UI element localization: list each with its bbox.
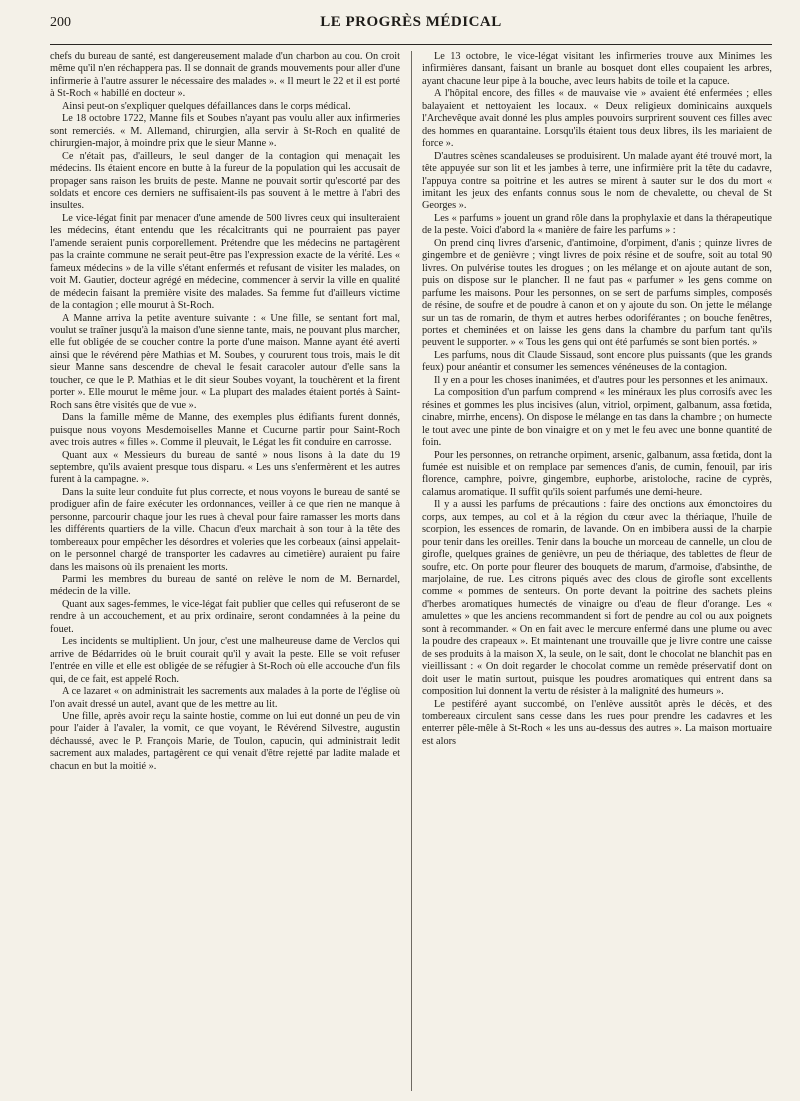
column-divider (411, 51, 412, 1091)
paragraph: Les « parfums » jouent un grand rôle dans la prophylaxie et dans la thérapeutique de la peste. Voici d'abord la « manière de faire les parfums » : (422, 212, 772, 237)
running-title: LE PROGRÈS MÉDICAL (320, 14, 502, 30)
paragraph: Quant aux sages-femmes, le vice-légat fait publier que celles qui refuseront de se rendre à un accouchement, et au prix ordinaire, seront condamnées à la peine du fouet. (50, 598, 400, 635)
paragraph: Le vice-légat finit par menacer d'une amende de 500 livres ceux qui insulteraient les médecins, étant entendu que les récalcitrants qui ne pourraient pas payer l'amende seraient punis corporellement. Prétendre que les médecins ne partagèrent pas la crainte commune ne serait peut-être pas l'expression exacte de la vérité. Les « fameux médecins » de la ville s'étant enfermés et refusant de visiter les malades, on voit M. Gautier, docteur agrégé en médecine, commencer à servir la ville en qualité de médecin faisant la première visite des malades. Sa femme fut d'ailleurs victime de la contagion ; elle mourut à St-Roch. (50, 212, 400, 312)
paragraph: Les incidents se multiplient. Un jour, c'est une malheureuse dame de Verclos qui arrive de Bédarrides où le bruit courait qu'il y avait la peste. Elle se voit refuser l'entrée en ville et elle est obligée de se réfugier à St-Roch où elle accouche d'un fils qui, de ce fait, est appelé Roch. (50, 636, 400, 685)
paragraph: Dans la famille même de Manne, des exemples plus édifiants furent donnés, puisque nous voyons Mesdemoiselles Manne et Cucurne partir pour Saint-Roch avec trois autres « filles ». Comme il pleuvait, le Légat les fit conduire en carrosse. (50, 412, 400, 449)
right-column (422, 51, 772, 1091)
paragraph: chefs du bureau de santé, est dangereusement malade d'un charbon au cou. On croit même qu'il n'en réchappera pas. Il se donnait de grands mouvements pour aller d'une infirmerie à l'autre assurer le nécessaire des malades ». « Il meurt le 22 et il est porté à St-Roch « habillé en docteur ». (50, 51, 400, 100)
page-number: 200 (50, 15, 71, 30)
paragraph: D'autres scènes scandaleuses se produisirent. Un malade ayant été trouvé mort, la tête appuyée sur son lit et les jambes à terre, une infirmière prit la tête du cadavre, l'appuya contre sa poitrine et les autres se mirent à sauter sur le dos du mort « imitant les jeux des enfants connus sous le nom de chevalette, ou cheval de St Georges ». (422, 150, 772, 212)
article-columns (50, 51, 772, 1091)
paragraph: Le pestiféré ayant succombé, on l'enlève aussitôt après le décès, et des tombereaux circulent sans cesse dans les rues pour prendre les cadavres et les enterrer pêle-mêle à St-Roch « les uns au-dessus des autres ». La maison mortuaire est alors (422, 698, 772, 747)
paragraph: Pour les personnes, on retranche orpiment, arsenic, galbanum, assa fœtida, dont la fumée est nuisible et on remplace par semences d'anis, de cumin, fenouil, par iris florence, camphre, poivre, gingembre, euphorbe, aristoloche, racine de cyprès, calamus aromatique. Il suffit qu'ils soient parfumés une demi-heure. (422, 449, 772, 498)
paragraph: On prend cinq livres d'arsenic, d'antimoine, d'orpiment, d'anis ; quinze livres de gingembre et de genièvre ; vingt livres de poix résine et de soufre, soit au total 90 livres. On pulvérise toutes les drogues ; on les mélange et on ajoute autant de son, puis on dispose sur le plancher. Il ne faut pas « parfumer » les gens comme on parfume les maisons. Pour les personnes, on se sert de parfums simples, composés de résine, de soufre et de poudre à canon et on y ajoute du son. On jette le mélange sur un tas de romarin, de thym et autres herbes odoriférantes ; on bouche fenêtres, portes et cheminées et on laisse les gens dans la chambre du parfum tant qu'ils peuvent le supporter. » « Tous les gens qui ont été parfumés se sont bien portés. » (422, 237, 772, 349)
page-header (50, 14, 772, 45)
paragraph: A Manne arriva la petite aventure suivante : « Une fille, se sentant fort mal, voulut se traîner jusqu'à la maison d'une sienne tante, mais, ne pouvant plus marcher, elle fut obligée de se coucher contre la porte d'une maison. Manne ayant été averti ainsi que le révérend père Mathias et M. Soubes, y coururent tous trois, mais le dit sieur Manne sans descendre de cheval le fesait caracoler autour d'elle sans la toucher, ce que le P. Mathias et le dit sieur Soubes voyant, la touchèrent et la firent porter ». Elle mourut le même jour. « La plupart des malades étaient portés à Saint-Roch sans être visités que de vue ». (50, 312, 400, 411)
paragraph: Ce n'était pas, d'ailleurs, le seul danger de la contagion qui menaçait les médecins. Ils étaient encore en butte à la fureur de la population qui les accusait de propager sans raison les bruits de peste. Manne ne pouvait sortir qu'escorté par des soldats et encore ces derniers ne suffisaient-ils pas souvent à le mettre à l'abri des insultes. (50, 150, 400, 212)
paragraph: A ce lazaret « on administrait les sacrements aux malades à la porte de l'église où l'on avait dressé un autel, avant que de les mettre au lit. (50, 686, 400, 710)
paragraph: Quant aux « Messieurs du bureau de santé » nous lisons à la date du 19 septembre, qu'ils avaient presque tous disparu. « Les uns s'enfermèrent et les autres furent à la campagne. ». (50, 449, 400, 486)
paragraph: La composition d'un parfum comprend « les minéraux les plus corrosifs avec les résines et gommes les plus incisives (alun, vitriol, orpiment, galbanum, assa fœtida, cinabre, mirrhe, encens). On dispose le mélange en tas dans la chambre ; on humecte le tout avec une pinte de bon vinaigre et on y met le feu avec une bonne quantité de foin. (422, 387, 772, 449)
paragraph: Dans la suite leur conduite fut plus correcte, et nous voyons le bureau de santé se prodiguer afin de faire exécuter les ordonnances, veiller à ce que rien ne manque à personne, parcourir chaque jour les rues à cheval pour faire ramasser les morts dans les différents quartiers de la ville. Chacun d'eux marchait à son tour à la tête des tombereaux pour empêcher les désordres et voleries que les corbeaux (ainsi appelait-on le personnel chargé de transporter les cadavres au cimetière) auraient pu faire dans les maisons où ils prenaient les morts. (50, 486, 400, 573)
paragraph: Le 18 octobre 1722, Manne fils et Soubes n'ayant pas voulu aller aux infirmeries sont remerciés. « M. Allemand, chirurgien, alla servir à St-Roch en qualité de chirurgien-major, à moindre prix que le sieur Manne ». (50, 113, 400, 150)
paragraph: Il y en a pour les choses inanimées, et d'autres pour les personnes et les animaux. (434, 374, 768, 386)
paragraph: Parmi les membres du bureau de santé on relève le nom de M. Bernardel, médecin de la ville. (50, 574, 400, 598)
paragraph: Il y a aussi les parfums de précautions : faire des onctions aux émonctoires du corps, aux tempes, au col et à la région du cœur avec la thériaque, l'huile de scorpion, les essences de romarin, de lavande. On en imbibera aussi de la charpie pour tenir dans les oreilles. Tenir dans la bouche un morceau de cannelle, un clou de girofle, quelques graines de genièvre, un peu de thériaque, des tablettes de fleur de soufre, etc. On porte pour fleurer des bouquets de marum, d'armoise, d'absinthe, de marjolaine, de rue. Les citrons piqués avec des clous de girofle sont excellents comme « pommes de senteurs. On porte devant la poitrine des sachets pleins d'herbes aromatiques humectés de vinaigre ou d'eau de fleur d'orange. Les « amulettes » que les anciens recommandent si fort de pendre au col ou aux poignets sont à recommander. « On en fait avec le mercure enfermé dans une plume ou avec la poudre des crapeaux ». Et maintenant une trouvaille que je livre contre une caisse de ses produits à la maison X, la seule, on le sait, dont le chocolat ne blanchit pas en vieillissant : « On doit regarder le chocolat comme un remède préservatif dont on doit user le matin surtout, puisque les poudres aromatiques qui entrent dans sa composition lui donnent la vertu de résister à la malignité des humeurs ». (422, 499, 772, 698)
paragraph: A l'hôpital encore, des filles « de mauvaise vie » avaient été enfermées ; elles balayaient et nettoyaient les locaux. « Deux religieux dominicains auxquels l'Archevêque avait donné les plus amples pouvoirs surprirent souvent ces filles avec des hommes en quarantaine. Lorsqu'ils étaient tous deux libres, ils les mariaient de force ». (422, 88, 772, 150)
paragraph: Le 13 octobre, le vice-légat visitant les infirmeries trouve aux Minimes les infirmières dansant, faisant un branle au bosquet dont elles coupaient les arbres, ayant chacune leur pipe à la bouche, avec leurs habits de toile et la capuce. (422, 51, 772, 87)
paragraph: Ainsi peut-on s'expliquer quelques défaillances dans le corps médical. (62, 100, 351, 112)
left-column (50, 51, 400, 1091)
paragraph: Les parfums, nous dit Claude Sissaud, sont encore plus puissants (que les grands feux) pour anéantir et consumer les semences vénéneuses de la contagion. (422, 349, 772, 374)
paragraph: Une fille, après avoir reçu la sainte hostie, comme on lui eut donné un peu de vin pour l'aider à l'avaler, la vomit, ce que voyant, le Révérend Silvestre, augustin déchaussé, avec le P. François Marie, de Toulon, capucin, qui administrait ledit sacrement aux malades, partagèrent ce qui venait d'être rejetté par ladite malade et chacun en but la moitié ». (50, 711, 400, 772)
